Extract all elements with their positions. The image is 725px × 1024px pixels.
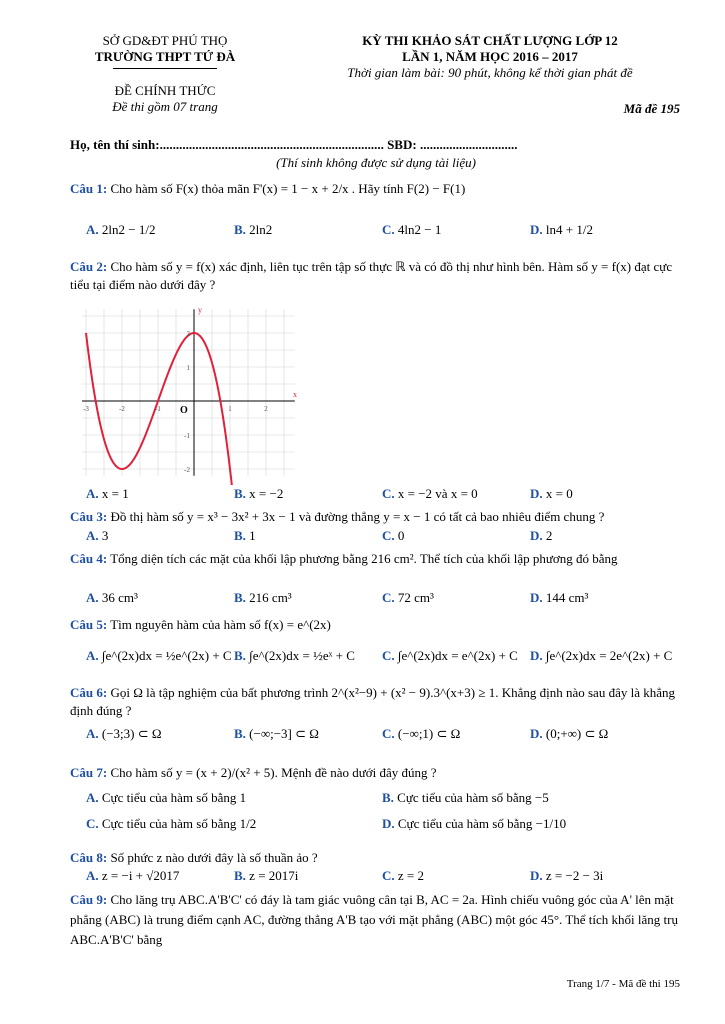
option-text: 2ln2 <box>249 222 273 237</box>
question-3 <box>70 508 682 526</box>
option-letter: D. <box>530 528 543 543</box>
option-text: Cực tiểu của hàm số bằng 1/2 <box>101 816 257 831</box>
question-5 <box>70 616 682 634</box>
option-letter: C. <box>382 726 395 741</box>
x-tick-label: 1 <box>228 405 232 413</box>
question-4 <box>70 550 682 568</box>
y-tick-label: -1 <box>184 432 190 440</box>
question-1 <box>70 180 682 198</box>
option-text: 4ln2 − 1 <box>397 222 442 237</box>
option-letter: D. <box>530 590 543 605</box>
option-text: z = 2017i <box>249 868 299 883</box>
question-1-options <box>86 222 682 242</box>
option-letter: A. <box>86 790 99 805</box>
option-letter: D. <box>530 868 543 883</box>
question-label: Câu 3: <box>70 509 108 524</box>
y-tick-label: 2 <box>186 330 190 338</box>
question-3-options <box>86 528 682 548</box>
option-letter: A. <box>86 222 99 237</box>
option-text: x = 0 <box>545 486 573 501</box>
question-label: Câu 4: <box>70 551 108 566</box>
option-text: 1 <box>249 528 256 543</box>
question-label: Câu 2: <box>70 259 108 274</box>
option-text: z = −2 − 3i <box>545 868 604 883</box>
x-tick-label: -2 <box>119 405 125 413</box>
question-text: Cho hàm số y = (x + 2)/(x² + 5). Mệnh đề nào dưới đây đúng ? <box>110 765 437 780</box>
question-label: Câu 8: <box>70 850 108 865</box>
official-exam-label: ĐỀ CHÍNH THỨC <box>114 83 216 98</box>
exam-header <box>300 33 680 81</box>
x-tick-label: 2 <box>264 405 268 413</box>
option-text: 2 <box>545 528 553 543</box>
question-text: Số phức z nào dưới đây là số thuần ảo ? <box>110 850 318 865</box>
option-text: 216 cm³ <box>249 590 292 605</box>
option-letter: A. <box>86 868 99 883</box>
question-7-options-row1 <box>86 790 682 810</box>
question-7 <box>70 764 682 782</box>
option-letter: B. <box>382 790 394 805</box>
question-text: Đồ thị hàm số y = x³ − 3x² + 3x − 1 và đường thẳng y = x − 1 có tất cả bao nhiêu điểm chung ? <box>110 509 605 524</box>
x-axis-label: x <box>293 390 297 399</box>
option-letter: B. <box>234 868 246 883</box>
question-7-options-row2 <box>86 816 682 836</box>
option-text: x = 1 <box>101 486 129 501</box>
question-label: Câu 6: <box>70 685 108 700</box>
option-letter: B. <box>234 222 246 237</box>
option-letter: C. <box>382 868 395 883</box>
option-text: z = −i + √2017 <box>101 868 180 883</box>
option-text: x = −2 <box>249 486 284 501</box>
x-tick-label: -3 <box>83 405 89 413</box>
page-footer: Trang 1/7 - Mã đề thi 195 <box>566 978 680 990</box>
option-text: 0 <box>397 528 405 543</box>
question-6 <box>70 684 682 720</box>
exam-title: KỲ THI KHẢO SÁT CHẤT LƯỢNG LỚP 12 <box>362 33 618 48</box>
x-tick-label: -1 <box>155 405 161 413</box>
exam-code: Mã đề 195 <box>623 101 680 116</box>
option-text: ∫e^(2x)dx = ½eˣ + C <box>249 648 355 663</box>
option-text: 72 cm³ <box>397 590 434 605</box>
option-letter: B. <box>234 528 246 543</box>
y-tick-label: -2 <box>184 466 190 474</box>
question-2-options <box>86 486 682 506</box>
option-text: (−∞;1) ⊂ Ω <box>397 726 461 741</box>
question-label: Câu 1: <box>70 181 108 196</box>
option-letter: D. <box>530 486 543 501</box>
exam-round: LẦN 1, NĂM HỌC 2016 – 2017 <box>402 49 578 64</box>
option-letter: C. <box>382 648 395 663</box>
question-6-options <box>86 726 682 746</box>
school-header <box>70 33 260 115</box>
option-letter: D. <box>530 222 543 237</box>
question-label: Câu 9: <box>70 892 108 907</box>
page-count-note: Đề thi gồm 07 trang <box>112 99 218 114</box>
option-letter: C. <box>86 816 99 831</box>
option-text: (−∞;−3] ⊂ Ω <box>249 726 319 741</box>
option-text: z = 2 <box>397 868 424 883</box>
option-text: x = −2 và x = 0 <box>397 486 478 501</box>
option-text: 144 cm³ <box>545 590 589 605</box>
option-letter: C. <box>382 486 395 501</box>
question-text: Tổng diện tích các mặt của khối lập phương bằng 216 cm². Thể tích của khối lập phương đó bằng <box>110 551 618 566</box>
option-text: ∫e^(2x)dx = ½e^(2x) + C <box>101 648 232 663</box>
school-name: TRƯỜNG THPT TỨ ĐÀ <box>94 49 236 64</box>
question-text: Cho lăng trụ ABC.A'B'C' có đáy là tam giác vuông cân tại B, AC = 2a. Hình chiếu vuông góc của A' lên mặt phẳng (ABC) là trung điểm cạnh AC, đường thẳng A'B tạo với mặt phẳng (ABC) một góc 45°. Thể tích khối lăng trụ ABC.A'B'C' bằng <box>70 892 678 947</box>
question-text: Cho hàm số y = f(x) xác định, liên tục trên tập số thực ℝ và có đồ thị như hình bên. Hàm số y = f(x) đạt cực tiểu tại điểm nào dưới đây ? <box>70 259 673 292</box>
option-text: (−3;3) ⊂ Ω <box>101 726 162 741</box>
question-text: Tìm nguyên hàm của hàm số f(x) = e^(2x) <box>110 617 331 632</box>
option-letter: A. <box>86 528 99 543</box>
question-8-options <box>86 868 682 888</box>
option-letter: C. <box>382 222 395 237</box>
option-text: Cực tiểu của hàm số bằng −5 <box>397 790 549 805</box>
graph-labels <box>83 306 297 474</box>
option-text: (0;+∞) ⊂ Ω <box>545 726 609 741</box>
no-materials-note: (Thí sinh không được sử dụng tài liệu) <box>276 155 476 170</box>
option-text: ln4 + 1/2 <box>545 222 593 237</box>
option-letter: D. <box>530 648 543 663</box>
option-text: 2ln2 − 1/2 <box>101 222 156 237</box>
option-text: Cực tiểu của hàm số bằng 1 <box>101 790 247 805</box>
exam-duration: Thời gian làm bài: 90 phút, không kể thời gian phát đề <box>347 65 633 80</box>
option-text: ∫e^(2x)dx = 2e^(2x) + C <box>545 648 673 663</box>
question-5-options <box>86 648 682 668</box>
question-text: Cho hàm số F(x) thỏa mãn F'(x) = 1 − x + 2/x . Hãy tính F(2) − F(1) <box>110 181 466 196</box>
option-letter: A. <box>86 486 99 501</box>
question-text: Gọi Ω là tập nghiệm của bất phương trình 2^(x²−9) + (x² − 9).3^(x+3) ≥ 1. Khẳng định nào sau đây là khẳng định đúng ? <box>70 685 675 718</box>
question-2 <box>70 258 682 294</box>
option-letter: A. <box>86 590 99 605</box>
option-letter: A. <box>86 648 99 663</box>
candidate-name-line: Họ, tên thí sinh:..................................................................... SBD: .............................. <box>70 137 518 152</box>
question-label: Câu 5: <box>70 617 108 632</box>
option-text: Cực tiểu của hàm số bằng −1/10 <box>397 816 567 831</box>
option-text: 3 <box>101 528 109 543</box>
question-4-options <box>86 590 682 610</box>
header-divider <box>113 68 217 69</box>
function-graph <box>82 305 302 485</box>
option-letter: C. <box>382 590 395 605</box>
origin-label: O <box>180 405 188 416</box>
y-axis-label: y <box>198 305 202 315</box>
option-letter: D. <box>530 726 543 741</box>
option-letter: B. <box>234 590 246 605</box>
department-name: SỞ GD&ĐT PHÚ THỌ <box>102 33 228 48</box>
option-letter: D. <box>382 816 395 831</box>
question-8 <box>70 849 682 867</box>
y-tick-label: 1 <box>186 364 190 372</box>
option-letter: B. <box>234 648 246 663</box>
option-letter: B. <box>234 486 246 501</box>
question-label: Câu 7: <box>70 765 108 780</box>
option-letter: C. <box>382 528 395 543</box>
option-letter: A. <box>86 726 99 741</box>
option-letter: B. <box>234 726 246 741</box>
question-9 <box>70 890 682 950</box>
option-text: 36 cm³ <box>101 590 138 605</box>
option-text: ∫e^(2x)dx = e^(2x) + C <box>397 648 518 663</box>
